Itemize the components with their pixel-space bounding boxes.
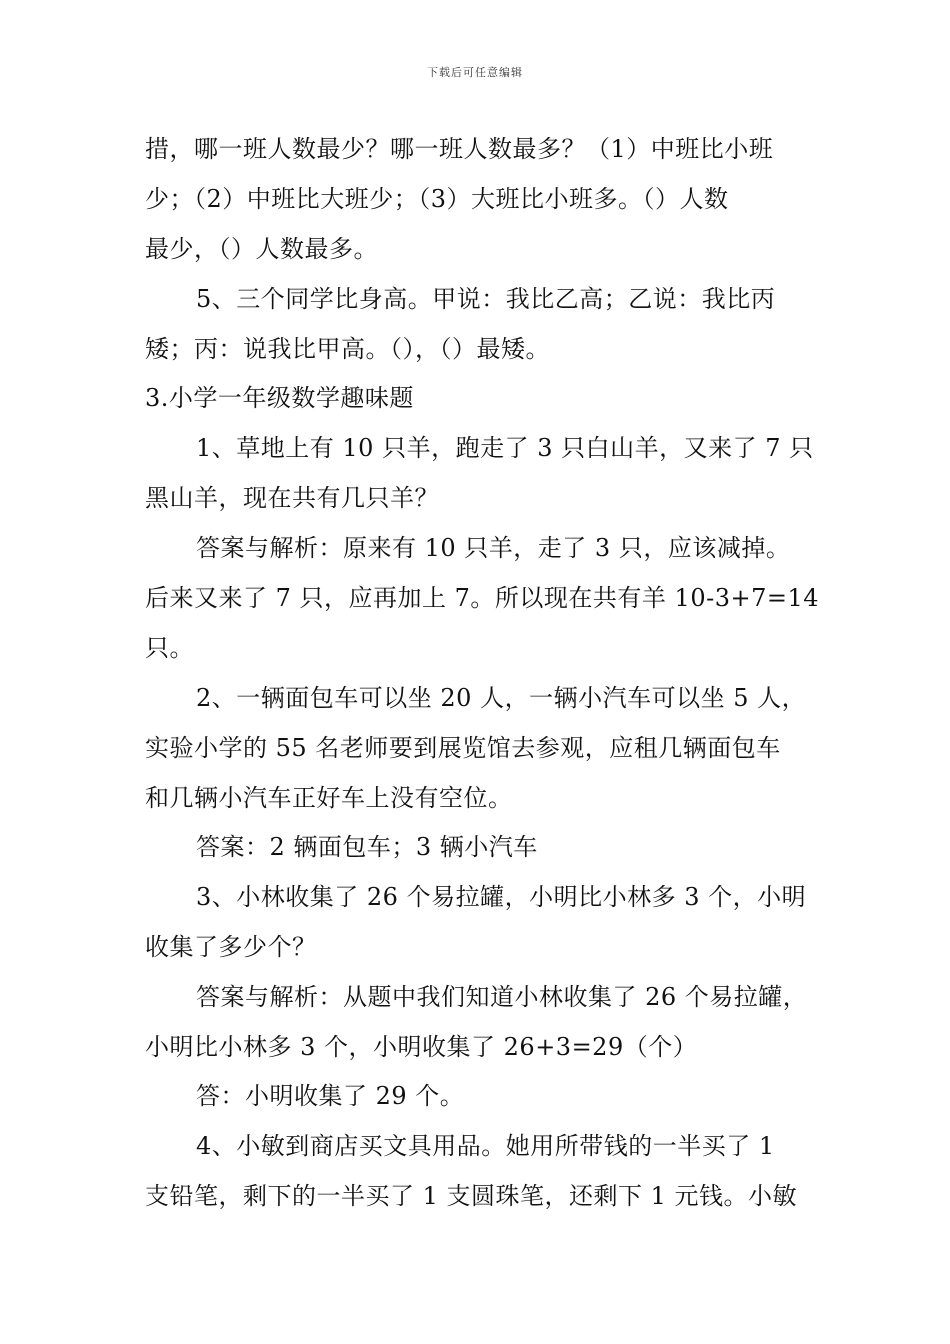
text-line: 3、小林收集了 26 个易拉罐，小明比小林多 3 个，小明 xyxy=(196,883,807,911)
text-line: 只。 xyxy=(145,634,194,662)
text-line: 实验小学的 55 名老师要到展览馆去参观，应租几辆面包车 xyxy=(145,734,781,762)
text-line: 答案与解析：原来有 10 只羊，走了 3 只，应该减掉。 xyxy=(196,534,791,562)
text-line: 答案与解析：从题中我们知道小林收集了 26 个易拉罐， xyxy=(196,983,808,1011)
text-line: 黑山羊，现在共有几只羊？ xyxy=(145,484,439,512)
text-line: 答：小明收集了 29 个。 xyxy=(196,1082,465,1110)
text-line: 收集了多少个？ xyxy=(145,933,317,961)
text-line: 5、三个同学比身高。甲说：我比乙高；乙说：我比丙 xyxy=(196,285,776,313)
text-line: 后来又来了 7 只，应再加上 7。所以现在共有羊 10-3+7=14 xyxy=(145,584,819,612)
text-line: 答案：2 辆面包车；3 辆小汽车 xyxy=(196,833,538,861)
text-line: 小明比小林多 3 个，小明收集了 26+3=29（个） xyxy=(145,1033,698,1061)
section-heading: 3.小学一年级数学趣味题 xyxy=(145,384,414,412)
text-line: 支铅笔，剩下的一半买了 1 支圆珠笔，还剩下 1 元钱。小敏 xyxy=(145,1182,798,1210)
text-line: 最少，（）人数最多。 xyxy=(145,235,378,263)
text-line: 1、草地上有 10 只羊，跑走了 3 只白山羊，又来了 7 只 xyxy=(196,434,814,462)
page-header: 下载后可任意编辑 xyxy=(427,66,523,79)
text-line: 措，哪一班人数最少？哪一班人数最多？（1）中班比小班 xyxy=(145,135,774,163)
text-line: 2、一辆面包车可以坐 20 人，一辆小汽车可以坐 5 人， xyxy=(196,684,807,712)
text-line: 和几辆小汽车正好车上没有空位。 xyxy=(145,784,513,812)
text-line: 少；（2）中班比大班少；（3）大班比小班多。（）人数 xyxy=(145,185,729,213)
text-line: 4、小敏到商店买文具用品。她用所带钱的一半买了 1 xyxy=(196,1132,775,1160)
text-line: 矮；丙：说我比甲高。（），（）最矮。 xyxy=(145,335,550,363)
